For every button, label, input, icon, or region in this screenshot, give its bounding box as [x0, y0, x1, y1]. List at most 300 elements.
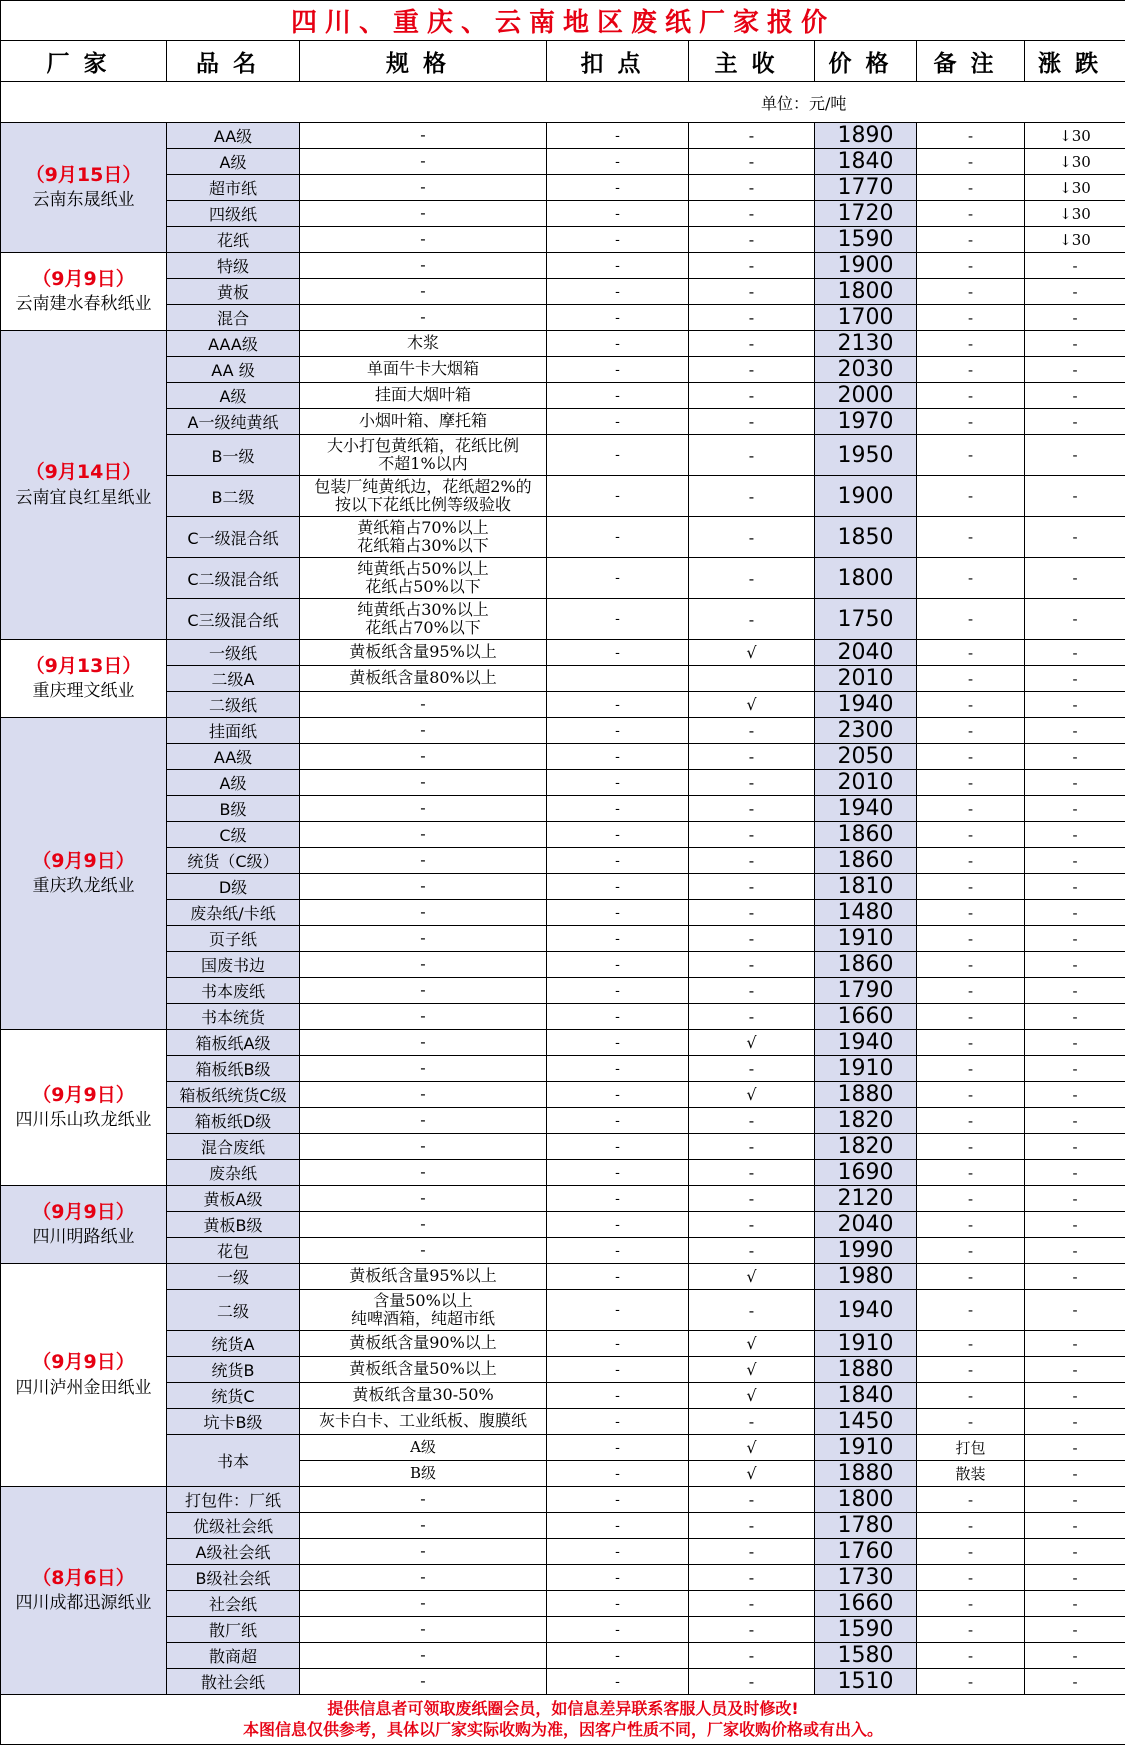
- table-row: [1, 1004, 1125, 1030]
- price-cell: 1990: [815, 1238, 917, 1264]
- price-cell: 1770: [815, 175, 917, 201]
- table-row: [1, 1056, 1125, 1082]
- main-collect-cell: -: [689, 1160, 815, 1186]
- main-collect-cell: -: [689, 175, 815, 201]
- price-cell: 1810: [815, 874, 917, 900]
- table-row: [1, 1160, 1125, 1186]
- remark-cell: -: [917, 331, 1025, 357]
- factory-date: （9月9日）: [32, 1351, 135, 1373]
- deduct-cell: -: [547, 1435, 689, 1461]
- change-cell: -: [1025, 1264, 1125, 1290]
- table-row: [1, 1238, 1125, 1264]
- spec-cell: [300, 476, 547, 517]
- change-cell: -: [1025, 796, 1125, 822]
- spec-line: -: [420, 824, 426, 844]
- table-row: [1, 1290, 1125, 1331]
- factory-cell: [1, 331, 167, 640]
- table-row: [1, 331, 1125, 357]
- table-row: [1, 1565, 1125, 1591]
- spec-line: -: [420, 177, 426, 197]
- spec-line: 花纸占70%以下: [365, 618, 481, 637]
- deduct-cell: -: [547, 476, 689, 517]
- remark-cell: -: [917, 1591, 1025, 1617]
- factory-date: （9月15日）: [25, 163, 142, 186]
- main-collect-cell: -: [689, 822, 815, 848]
- factory-name: 四川乐山玖龙纸业: [15, 1110, 152, 1131]
- change-cell: -: [1025, 476, 1125, 517]
- deduct-cell: -: [547, 435, 689, 476]
- spec-cell: [300, 599, 547, 640]
- price-cell: 1940: [815, 796, 917, 822]
- spec-cell: [300, 1030, 547, 1056]
- remark-cell: -: [917, 123, 1025, 149]
- remark-cell: -: [917, 1238, 1025, 1264]
- main-collect-cell: -: [689, 874, 815, 900]
- header-product: 品名: [167, 41, 300, 82]
- main-collect-cell: √: [689, 1357, 815, 1383]
- spec-cell: [300, 1212, 547, 1238]
- main-collect-cell: -: [689, 1238, 815, 1264]
- spec-cell: [300, 1435, 547, 1461]
- remark-cell: -: [917, 175, 1025, 201]
- change-cell: -: [1025, 978, 1125, 1004]
- change-cell: -: [1025, 848, 1125, 874]
- deduct-cell: -: [547, 1082, 689, 1108]
- change-cell: -: [1025, 1134, 1125, 1160]
- footer-row: [1, 1695, 1125, 1745]
- deduct-cell: [547, 666, 689, 692]
- factory-cell: [1, 123, 167, 253]
- header-main: 主收: [689, 41, 815, 82]
- remark-cell: -: [917, 305, 1025, 331]
- change-cell: -: [1025, 1565, 1125, 1591]
- main-collect-cell: -: [689, 1591, 815, 1617]
- change-cell: -: [1025, 926, 1125, 952]
- remark-cell: -: [917, 952, 1025, 978]
- spec-line: 灰卡白卡、工业纸板、腹膜纸: [318, 1411, 527, 1431]
- product-name: 四级纸: [167, 201, 300, 227]
- factory-cell: [1, 1186, 167, 1264]
- price-cell: 1880: [815, 1357, 917, 1383]
- spec-cell: [300, 305, 547, 331]
- spec-line: -: [420, 876, 426, 896]
- price-cell: 1860: [815, 822, 917, 848]
- change-cell: -: [1025, 1487, 1125, 1513]
- price-cell: 1590: [815, 1617, 917, 1643]
- remark-cell: -: [917, 1082, 1025, 1108]
- remark-cell: -: [917, 1186, 1025, 1212]
- change-cell: -: [1025, 1591, 1125, 1617]
- spec-line: 纯黄纸占30%以上: [357, 599, 489, 619]
- spec-cell: [300, 640, 547, 666]
- change-cell: -: [1025, 822, 1125, 848]
- spec-cell: [300, 952, 547, 978]
- deduct-cell: -: [547, 1617, 689, 1643]
- factory-name: 四川明路纸业: [32, 1227, 135, 1248]
- spec-cell: [300, 1290, 547, 1331]
- main-collect-cell: -: [689, 383, 815, 409]
- price-cell: 1790: [815, 978, 917, 1004]
- spec-cell: [300, 201, 547, 227]
- product-name: 散厂纸: [167, 1617, 300, 1643]
- spec-line: -: [420, 281, 426, 301]
- deduct-cell: -: [547, 718, 689, 744]
- deduct-cell: -: [547, 952, 689, 978]
- deduct-cell: -: [547, 149, 689, 175]
- spec-cell: [300, 1056, 547, 1082]
- remark-cell: -: [917, 1160, 1025, 1186]
- deduct-cell: -: [547, 1461, 689, 1487]
- deduct-cell: -: [547, 383, 689, 409]
- product-name: A一级纯黄纸: [167, 409, 300, 435]
- price-cell: 2050: [815, 744, 917, 770]
- change-cell: -: [1025, 1383, 1125, 1409]
- factory-cell: [1, 1264, 167, 1487]
- remark-cell: -: [917, 900, 1025, 926]
- product-name: 混合废纸: [167, 1134, 300, 1160]
- price-cell: 1880: [815, 1461, 917, 1487]
- spec-line: B级: [409, 1463, 437, 1482]
- price-cell: 2000: [815, 383, 917, 409]
- product-name: D级: [167, 874, 300, 900]
- main-collect-cell: -: [689, 1643, 815, 1669]
- main-collect-cell: -: [689, 1487, 815, 1513]
- spec-line: 黄板纸含量50%以上: [349, 1359, 497, 1379]
- factory-name: 云南建水春秋纸业: [15, 294, 152, 315]
- change-cell: -: [1025, 279, 1125, 305]
- spec-line: -: [420, 980, 426, 1000]
- factory-date: （9月13日）: [25, 654, 142, 677]
- spec-cell: [300, 435, 547, 476]
- product-name: 箱板纸A级: [167, 1030, 300, 1056]
- price-cell: 1590: [815, 227, 917, 253]
- product-name: 统货A: [167, 1331, 300, 1357]
- remark-cell: -: [917, 149, 1025, 175]
- remark-cell: -: [917, 874, 1025, 900]
- change-cell: ↓30: [1025, 123, 1125, 149]
- deduct-cell: -: [547, 900, 689, 926]
- price-cell: 1450: [815, 1409, 917, 1435]
- spec-line: -: [420, 1032, 426, 1052]
- unit-label: 单位：元/吨: [761, 93, 847, 113]
- change-cell: -: [1025, 383, 1125, 409]
- price-cell: 1900: [815, 476, 917, 517]
- change-cell: -: [1025, 331, 1125, 357]
- price-cell: 2040: [815, 640, 917, 666]
- price-cell: 1850: [815, 517, 917, 558]
- change-cell: -: [1025, 1082, 1125, 1108]
- spec-line: -: [420, 1593, 426, 1613]
- product-name: A级: [167, 149, 300, 175]
- deduct-cell: -: [547, 1643, 689, 1669]
- spec-cell: [300, 744, 547, 770]
- change-cell: -: [1025, 1331, 1125, 1357]
- product-name: 书本废纸: [167, 978, 300, 1004]
- deduct-cell: -: [547, 1513, 689, 1539]
- change-cell: ↓30: [1025, 201, 1125, 227]
- change-cell: -: [1025, 558, 1125, 599]
- price-cell: 2010: [815, 770, 917, 796]
- remark-cell: -: [917, 1487, 1025, 1513]
- table-row: [1, 175, 1125, 201]
- change-cell: -: [1025, 1186, 1125, 1212]
- spec-cell: [300, 874, 547, 900]
- change-cell: -: [1025, 599, 1125, 640]
- product-name: 统货B: [167, 1357, 300, 1383]
- table-row: [1, 926, 1125, 952]
- deduct-cell: -: [547, 123, 689, 149]
- spec-cell: [300, 1383, 547, 1409]
- change-cell: -: [1025, 1108, 1125, 1134]
- remark-cell: 打包: [917, 1435, 1025, 1461]
- spec-cell: [300, 796, 547, 822]
- change-cell: -: [1025, 1030, 1125, 1056]
- product-name: A级: [167, 383, 300, 409]
- table-row: [1, 1409, 1125, 1435]
- spec-cell: [300, 1331, 547, 1357]
- remark-cell: -: [917, 1357, 1025, 1383]
- product-name: B级社会纸: [167, 1565, 300, 1591]
- product-name: 书本统货: [167, 1004, 300, 1030]
- spec-cell: [300, 900, 547, 926]
- header-change: 涨跌: [1025, 41, 1125, 82]
- spec-cell: [300, 558, 547, 599]
- main-collect-cell: -: [689, 305, 815, 331]
- change-cell: ↓30: [1025, 149, 1125, 175]
- price-cell: 1910: [815, 1056, 917, 1082]
- table-row: [1, 874, 1125, 900]
- factory-cell: [1, 1030, 167, 1186]
- table-row: [1, 848, 1125, 874]
- change-cell: -: [1025, 640, 1125, 666]
- spec-cell: [300, 1264, 547, 1290]
- main-collect-cell: -: [689, 1290, 815, 1331]
- price-cell: 1980: [815, 1264, 917, 1290]
- deduct-cell: -: [547, 331, 689, 357]
- main-collect-cell: -: [689, 848, 815, 874]
- remark-cell: -: [917, 558, 1025, 599]
- product-name: AAA级: [167, 331, 300, 357]
- factory-name: 重庆理文纸业: [32, 681, 135, 702]
- spec-cell: [300, 718, 547, 744]
- title-row: [1, 1, 1125, 41]
- change-cell: -: [1025, 692, 1125, 718]
- deduct-cell: -: [547, 1264, 689, 1290]
- product-name: 社会纸: [167, 1591, 300, 1617]
- spec-line: 黄板纸含量95%以上: [349, 1266, 497, 1286]
- price-cell: 1820: [815, 1108, 917, 1134]
- header-row: [1, 41, 1125, 82]
- main-collect-cell: -: [689, 517, 815, 558]
- remark-cell: -: [917, 409, 1025, 435]
- deduct-cell: -: [547, 978, 689, 1004]
- change-cell: -: [1025, 1513, 1125, 1539]
- main-collect-cell: √: [689, 1030, 815, 1056]
- price-cell: 1800: [815, 558, 917, 599]
- main-collect-cell: -: [689, 149, 815, 175]
- main-collect-cell: -: [689, 1212, 815, 1238]
- table-row: [1, 383, 1125, 409]
- spec-line: 木浆: [406, 333, 439, 353]
- main-collect-cell: -: [689, 1565, 815, 1591]
- change-cell: -: [1025, 666, 1125, 692]
- spec-cell: [300, 383, 547, 409]
- spec-line: 黄板纸含量30-50%: [352, 1385, 494, 1405]
- price-cell: 1580: [815, 1643, 917, 1669]
- price-cell: 1750: [815, 599, 917, 640]
- price-cell: 1910: [815, 926, 917, 952]
- spec-line: 含量50%以上: [373, 1290, 473, 1310]
- main-collect-cell: √: [689, 692, 815, 718]
- product-name: C一级混合纸: [167, 517, 300, 558]
- main-collect-cell: -: [689, 1056, 815, 1082]
- spec-line: -: [420, 1541, 426, 1561]
- spec-cell: [300, 926, 547, 952]
- spec-line: 小烟叶箱、摩托箱: [358, 411, 487, 431]
- spec-cell: [300, 666, 547, 692]
- table-row: [1, 718, 1125, 744]
- product-name: B二级: [167, 476, 300, 517]
- price-cell: 1940: [815, 692, 917, 718]
- header-price: 价格: [815, 41, 917, 82]
- remark-cell: -: [917, 357, 1025, 383]
- price-cell: 1730: [815, 1565, 917, 1591]
- spec-cell: [300, 331, 547, 357]
- change-cell: -: [1025, 253, 1125, 279]
- factory-cell: [1, 1487, 167, 1695]
- product-name: 打包件：厂纸: [167, 1487, 300, 1513]
- spec-cell: [300, 1409, 547, 1435]
- price-cell: 1950: [815, 435, 917, 476]
- spec-line: -: [420, 307, 426, 327]
- change-cell: -: [1025, 1160, 1125, 1186]
- factory-name: 四川成都迅源纸业: [15, 1593, 152, 1614]
- product-name: 混合: [167, 305, 300, 331]
- product-name: 箱板纸D级: [167, 1108, 300, 1134]
- spec-line: -: [420, 850, 426, 870]
- table-row: [1, 1186, 1125, 1212]
- price-cell: 2030: [815, 357, 917, 383]
- table-row: [1, 1591, 1125, 1617]
- table-row: [1, 201, 1125, 227]
- spec-line: 纯啤酒箱，纯超市纸: [350, 1309, 495, 1328]
- deduct-cell: -: [547, 874, 689, 900]
- price-cell: 1900: [815, 253, 917, 279]
- spec-cell: [300, 1461, 547, 1487]
- deduct-cell: -: [547, 357, 689, 383]
- product-name: 黄板: [167, 279, 300, 305]
- spec-line: 不超1%以内: [378, 454, 468, 473]
- deduct-cell: -: [547, 201, 689, 227]
- deduct-cell: -: [547, 1409, 689, 1435]
- deduct-cell: -: [547, 1056, 689, 1082]
- table-row: [1, 744, 1125, 770]
- remark-cell: -: [917, 1264, 1025, 1290]
- unit-row: [1, 82, 1125, 123]
- product-name: 超市纸: [167, 175, 300, 201]
- price-cell: 1860: [815, 952, 917, 978]
- price-cell: 1970: [815, 409, 917, 435]
- main-collect-cell: -: [689, 1513, 815, 1539]
- spec-cell: [300, 175, 547, 201]
- spec-line: -: [420, 928, 426, 948]
- spec-line: -: [420, 772, 426, 792]
- deduct-cell: -: [547, 227, 689, 253]
- spec-line: -: [420, 1214, 426, 1234]
- spec-line: 按以下花纸比例等级验收: [334, 495, 511, 514]
- remark-cell: -: [917, 517, 1025, 558]
- main-collect-cell: √: [689, 1082, 815, 1108]
- table-row: [1, 149, 1125, 175]
- remark-cell: -: [917, 1669, 1025, 1695]
- spec-line: -: [420, 255, 426, 275]
- product-name: B级: [167, 796, 300, 822]
- deduct-cell: -: [547, 1030, 689, 1056]
- product-name: 国废书边: [167, 952, 300, 978]
- change-cell: -: [1025, 770, 1125, 796]
- footer-line-2: 本图信息仅供参考，具体以厂家实际收购为准，因客户性质不同，厂家收购价格或有出入。: [243, 1719, 884, 1739]
- main-collect-cell: √: [689, 1331, 815, 1357]
- factory-date: （9月14日）: [25, 461, 142, 483]
- spec-cell: [300, 822, 547, 848]
- main-collect-cell: -: [689, 357, 815, 383]
- factory-cell: [1, 253, 167, 331]
- deduct-cell: -: [547, 744, 689, 770]
- remark-cell: -: [917, 201, 1025, 227]
- table-row: [1, 1108, 1125, 1134]
- change-cell: ↓30: [1025, 175, 1125, 201]
- deduct-cell: -: [547, 1004, 689, 1030]
- spec-cell: [300, 1357, 547, 1383]
- deduct-cell: -: [547, 1591, 689, 1617]
- table-row: [1, 1643, 1125, 1669]
- table-row: [1, 409, 1125, 435]
- spec-line: -: [420, 746, 426, 766]
- change-cell: -: [1025, 435, 1125, 476]
- spec-line: 黄板纸含量80%以上: [349, 668, 497, 688]
- table-row: [1, 1487, 1125, 1513]
- deduct-cell: -: [547, 517, 689, 558]
- table-row: [1, 978, 1125, 1004]
- spec-line: -: [420, 1240, 426, 1260]
- deduct-cell: -: [547, 796, 689, 822]
- price-cell: 1690: [815, 1160, 917, 1186]
- spec-cell: [300, 357, 547, 383]
- spec-line: -: [420, 125, 426, 145]
- change-cell: -: [1025, 874, 1125, 900]
- change-cell: ↓30: [1025, 227, 1125, 253]
- deduct-cell: -: [547, 1134, 689, 1160]
- price-cell: 1820: [815, 1134, 917, 1160]
- price-cell: 1800: [815, 279, 917, 305]
- remark-cell: -: [917, 1004, 1025, 1030]
- remark-cell: -: [917, 1331, 1025, 1357]
- remark-cell: -: [917, 718, 1025, 744]
- spec-cell: [300, 692, 547, 718]
- main-collect-cell: -: [689, 476, 815, 517]
- table-row: [1, 822, 1125, 848]
- price-cell: 1890: [815, 123, 917, 149]
- remark-cell: -: [917, 692, 1025, 718]
- price-cell: 2120: [815, 1186, 917, 1212]
- factory-date: （9月9日）: [32, 1200, 135, 1223]
- deduct-cell: -: [547, 1108, 689, 1134]
- spec-line: A级: [410, 1437, 436, 1456]
- table-row: [1, 517, 1125, 558]
- main-collect-cell: -: [689, 279, 815, 305]
- table-row: [1, 476, 1125, 517]
- product-name: 散商超: [167, 1643, 300, 1669]
